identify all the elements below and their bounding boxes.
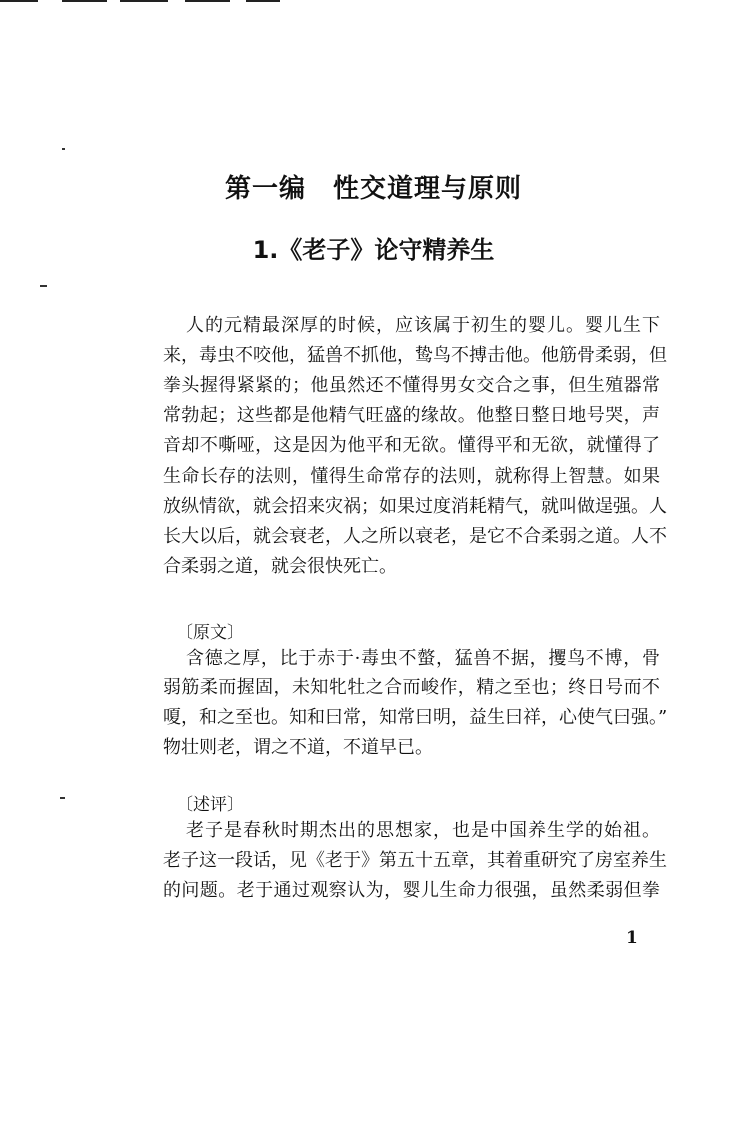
paragraph-line: 合柔弱之道，就会很快死亡。 [163,556,397,577]
scan-speck [60,797,65,799]
scan-speck [62,148,65,150]
paragraph-line: 来，毒虫不咬他，猛兽不抓他，鸷鸟不搏击他。他筋骨柔弱，但 [163,345,667,366]
commentary-label: 〔述评〕 [176,795,244,815]
original-line: 弱筋柔而握固，未知牝牡之合而峻作，精之至也；终日号而不 [163,677,660,698]
paragraph-line: 生命长存的法则，懂得生命常存的法则，就称得上智慧。如果 [163,466,660,487]
paragraph-line: 长大以后，就会衰老，人之所以衰老，是它不合柔弱之道。人不 [163,526,667,547]
original-line: 嗄，和之至也。知和曰常，知常曰明，益生曰祥，心使气曰强。” [163,707,668,728]
paragraph-line: 人的元精最深厚的时候，应该属于初生的婴儿。婴儿生下 [186,315,660,336]
section-title: 1.《老子》论守精养生 [252,236,495,264]
scan-speck [40,285,47,287]
scan-edge-line [246,0,280,2]
commentary-line: 老子这一段话，见《老于》第五十五章，其着重研究了房室养生 [163,850,667,871]
paragraph-line: 常勃起；这些都是他精气旺盛的缘故。他整日整日地号哭，声 [163,405,660,426]
page-number: 1 [626,928,638,948]
paragraph-line: 拳头握得紧紧的；他虽然还不懂得男女交合之事，但生殖器常 [163,375,660,396]
scan-edge-line [0,0,38,2]
commentary-line: 老子是春秋时期杰出的思想家，也是中国养生学的始祖。 [186,820,660,841]
original-line: 含德之厚，比于赤于·毒虫不螫，猛兽不据，攫鸟不博，骨 [186,648,660,669]
paragraph-line: 放纵情欲，就会招来灾祸；如果过度消耗精气，就叫做逞强。人 [163,496,667,517]
commentary-line: 的问题。老于通过观察认为，婴儿生命力很强，虽然柔弱但拳 [163,880,660,901]
scan-edge-line [62,0,107,2]
original-line: 物壮则老，谓之不道，不道早已。 [163,737,433,758]
scan-edge-line [120,0,168,2]
chapter-title: 第一编 性交道理与原则 [224,174,522,204]
paragraph-line: 音却不嘶哑，这是因为他平和无欲。懂得平和无欲，就懂得了 [163,435,660,456]
original-text-label: 〔原文〕 [176,623,244,643]
scan-edge-line [185,0,230,2]
